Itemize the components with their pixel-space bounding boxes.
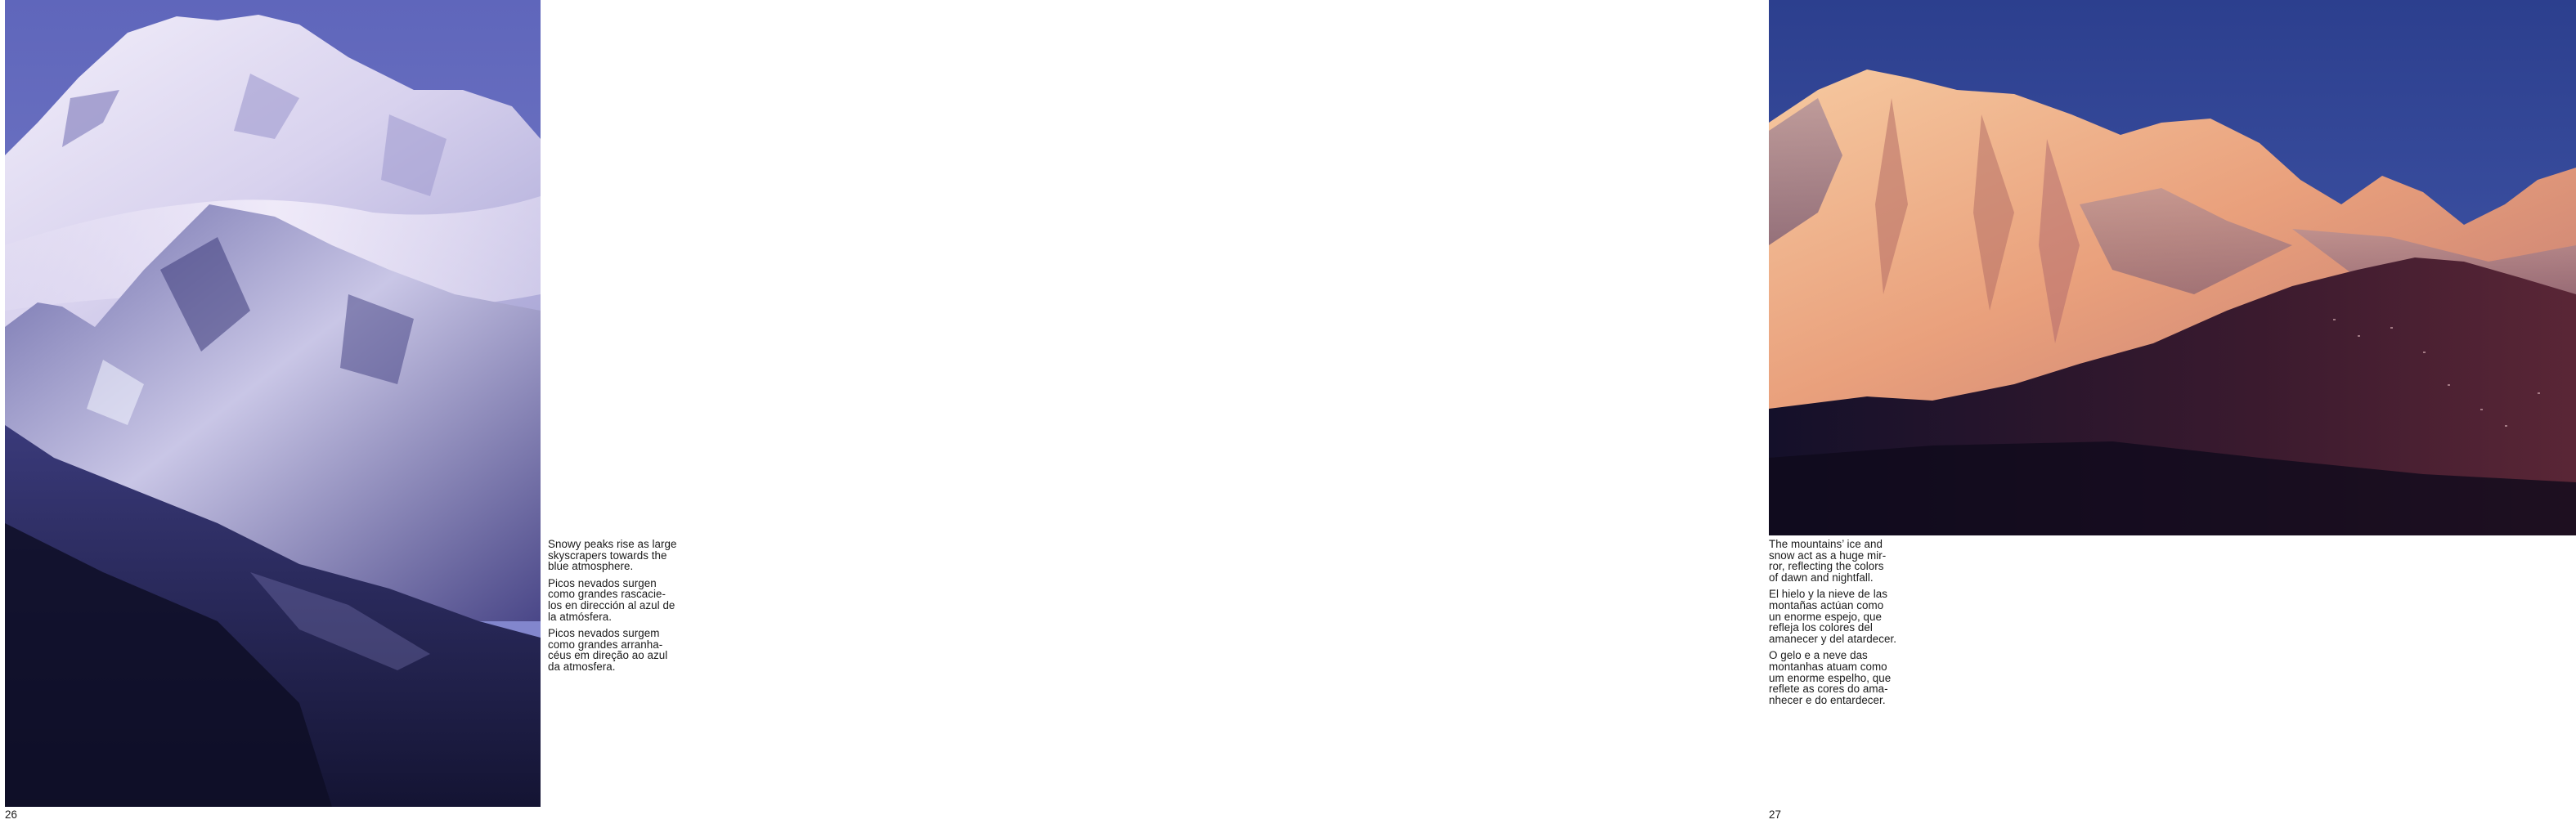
left-page — [0, 0, 859, 824]
page-number-right: 27 — [1769, 808, 1781, 821]
right-caption-spanish: El hielo y la nieve de las montañas actúan como un enorme espejo, que refleja los colores del amanecer y del atardecer. — [1769, 588, 1897, 645]
right-caption — [1769, 539, 1912, 711]
left-caption-spanish: Picos nevados surgen como grandes rascacie- los en dirección al azul de la atmósfera. — [548, 576, 675, 623]
right-caption-portuguese: O gelo e a neve das montanhas atuam como um enorme espelho, que reflete as cores do ama- nhecer e do entardecer. — [1769, 649, 1892, 706]
left-caption-english: Snowy peaks rise as large skyscrapers towards the blue atmosphere. — [548, 538, 677, 573]
left-mountain-photo — [5, 0, 541, 807]
right-mountain-image — [1769, 0, 2576, 535]
left-caption-portuguese: Picos nevados surgem como grandes arranha- céus em direção ao azul da atmosfera. — [548, 627, 668, 673]
page-number-left: 26 — [5, 808, 17, 821]
right-mountain-photo — [1769, 0, 2576, 535]
left-caption — [548, 539, 691, 678]
right-page — [859, 0, 1897, 824]
left-mountain-image — [5, 0, 541, 807]
right-caption-english: The mountains’ ice and snow act as a huge mir- ror, reflecting the colors of dawn and nightfall. — [1769, 538, 1887, 584]
